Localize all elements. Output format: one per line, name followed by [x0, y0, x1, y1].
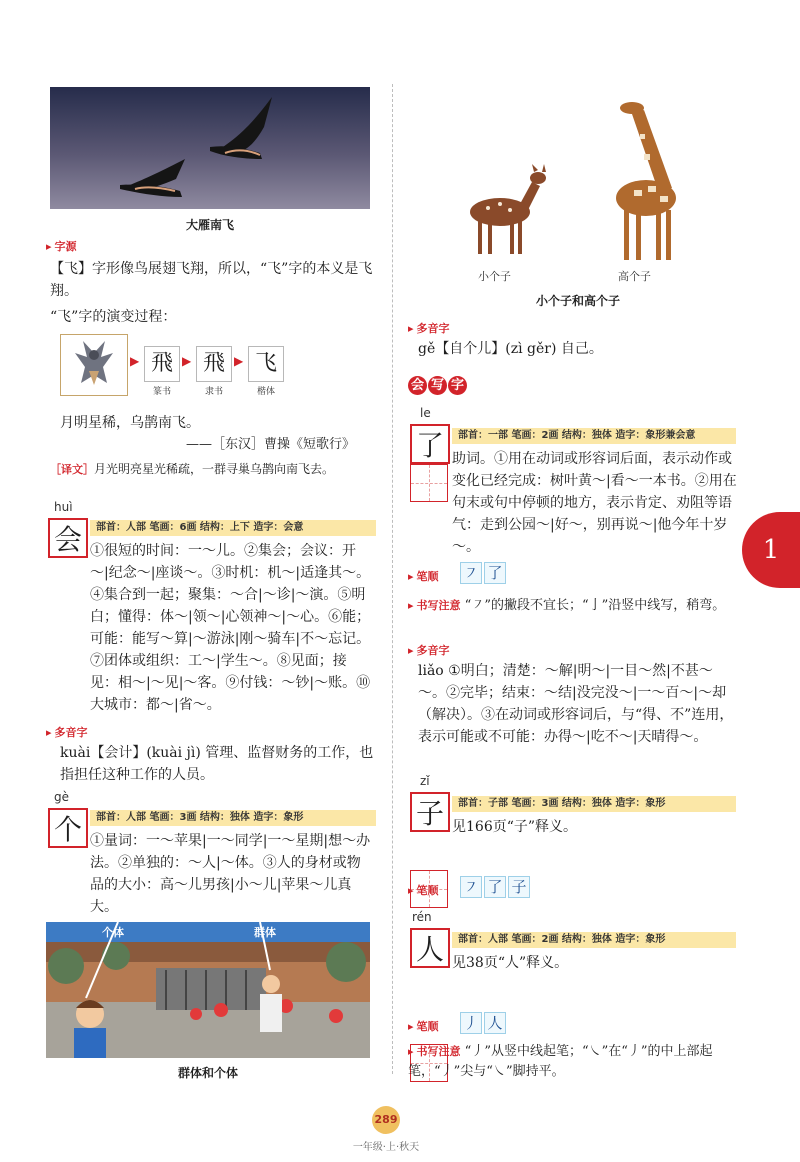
le-info: 部首：一部 笔画：2画 结构：独体 造字：象形兼会意	[452, 428, 736, 444]
ren-char-box: 人	[410, 928, 450, 968]
page-number: 289	[372, 1106, 400, 1134]
bird-image	[60, 334, 128, 396]
hui-def-text: ①很短的时间：一～儿。②集会；会议：开～|纪念～|座谈～。③时机：机～|适逢其～。④集合到一起；聚集：～合|～诊|～演。⑤明白；懂得：体～|领～|心领神～|～心。⑥能；可能：能写～算|～游泳|刚～骑车|不～忘记。⑦团体或组织：工～|学生～。⑧见面；接见：相～|～见|～客。⑨付钱：～钞|～账。⑩大城市：都～|省～。	[90, 543, 371, 713]
column-divider	[392, 84, 394, 1074]
ren-note-heading: ▸ 书写注意	[408, 1045, 461, 1058]
le-char-box: 了	[410, 424, 450, 464]
le-stroke-1: ㇇	[460, 562, 482, 584]
geese-photo	[50, 87, 370, 209]
write-title-char-2: 写	[428, 376, 447, 395]
write-title-char-3: 字	[448, 376, 467, 395]
ge-char-box: 个	[48, 808, 88, 848]
hui-duoyin-text: kuài【会计】(kuài jì) 管理、监督财务的工作，也指担任这种工作的人员。	[60, 745, 374, 783]
le-definition: 助词。①用在动词或形容词后面，表示动作或变化已经完成：树叶黄～|看～一本书。②用在句末或句中停顿的地方，表示肯定、劝阻等语气：走到公园～|好～，别再说～|他今年十岁～。	[452, 451, 737, 555]
zi-stroke-1: ㇇	[460, 876, 482, 898]
arrow-icon: ▶	[234, 354, 244, 368]
le-duoyin-text: liǎo ①明白；清楚：～解|明～|一目～然|不甚～～。②完毕；结束：～结|没完没～|一～百～|～却（解决）。③在动词或形容词后，与“得、不”连用，表示可能或不可能：办得～|吃不～|天晴得～。	[418, 663, 734, 745]
ren-definition: 见38页“人”释义。	[452, 955, 569, 971]
clerical-glyph: 飛	[196, 346, 232, 382]
photo2-caption: 群体和个体	[177, 1066, 238, 1080]
ren-stroke-2: 人	[484, 1012, 506, 1034]
write-title	[408, 374, 468, 395]
group-photo	[46, 922, 370, 1058]
zi-stroke-2: 了	[484, 876, 506, 898]
ziyuan-heading: ▸ 字源	[46, 238, 77, 254]
label-group: 群体	[254, 926, 276, 939]
regular-label: 楷体	[256, 387, 275, 397]
clerical-label: 隶书	[204, 387, 223, 397]
poem-source: ——［东汉］曹操《短歌行》	[186, 437, 356, 452]
zi-char-box: 子	[410, 792, 450, 832]
translation-text: 月光明亮星光稀疏，一群寻巢乌鹊向南飞去。	[94, 462, 335, 476]
poem-line: 月明星稀，乌鹊南飞。	[60, 415, 200, 431]
footer-grade: 一年级·上·秋天	[352, 1142, 420, 1153]
animals-caption: 小个子和高个子	[535, 294, 620, 308]
chapter-tab[interactable]: 1	[742, 512, 800, 588]
hui-pinyin: huì	[54, 500, 73, 514]
evolution-step-seal	[144, 346, 180, 397]
le-stroke-2: 了	[484, 562, 506, 584]
ren-stroke-heading: ▸ 笔顺	[408, 1018, 439, 1034]
zi-stroke-heading: ▸ 笔顺	[408, 882, 439, 898]
zi-info: 部首：子部 笔画：3画 结构：独体 造字：象形	[452, 796, 736, 812]
ge-duoyin-heading: ▸ 多音字	[408, 320, 450, 336]
seal-label: 篆书	[152, 387, 171, 397]
ren-stroke-order	[460, 1012, 508, 1034]
ren-pinyin: rén	[412, 910, 432, 924]
le-practice-grid	[410, 464, 448, 502]
zi-stroke-3: 子	[508, 876, 530, 898]
arrow-icon: ▶	[182, 354, 192, 368]
write-title-char-1: 会	[408, 376, 427, 395]
ren-info: 部首：人部 笔画：2画 结构：独体 造字：象形	[452, 932, 736, 948]
translation	[50, 460, 374, 479]
zi-stroke-order	[460, 876, 532, 898]
label-individual: 个体	[102, 926, 124, 939]
ren-note-text: “丿”从竖中线起笔；“㇏”在“丿”的中上部起笔，“丿”尖与“㇏”脚持平。	[408, 1044, 713, 1079]
le-duoyin-heading: ▸ 多音字	[408, 642, 450, 658]
hui-duoyin-heading: ▸ 多音字	[46, 724, 88, 740]
evolution-title: “飞”字的演变过程：	[50, 309, 177, 325]
regular-glyph: 飞	[248, 346, 284, 382]
arrow-icon: ▶	[130, 354, 140, 368]
seal-glyph: 飛	[144, 346, 180, 382]
ge-pinyin: gè	[54, 790, 69, 804]
evolution-step-regular	[248, 346, 284, 397]
le-stroke-order	[460, 562, 508, 584]
ge-definition: ①量词：一～苹果|一～同学|一～星期|想～办法。②单独的：～人|～体。③人的身材或物品的大小：高～儿男孩|小～儿|苹果～儿真大。	[90, 833, 371, 915]
right-column	[408, 84, 738, 1079]
ziyuan-text: 【飞】字形像鸟展翅飞翔，所以，“飞”字的本义是飞翔。	[50, 261, 373, 299]
hui-info: 部首：人部 笔画：6画 结构：上下 造字：会意	[90, 520, 376, 536]
animals-illustration	[448, 94, 708, 264]
le-stroke-heading: ▸ 笔顺	[408, 568, 439, 584]
translation-tag: ［译文］	[50, 463, 94, 476]
ge-duoyin-text: gě【自个儿】(zì gěr) 自己。	[418, 341, 603, 357]
photo1-caption: 大雁南飞	[185, 218, 234, 232]
hui-char-box: 会	[48, 518, 88, 558]
ren-note	[408, 1042, 738, 1082]
hui-definition	[90, 540, 374, 716]
le-note-heading: ▸ 书写注意	[408, 599, 461, 612]
ge-info: 部首：人部 笔画：3画 结构：独体 造字：象形	[90, 810, 376, 826]
zi-definition: 见166页“子”释义。	[452, 819, 578, 835]
le-pinyin: le	[420, 406, 431, 420]
ren-stroke-1: 丿	[460, 1012, 482, 1034]
zi-pinyin: zǐ	[420, 774, 430, 788]
le-note-text: “㇇”的撇段不宜长；“亅”沿竖中线写，稍弯。	[464, 598, 726, 613]
le-note	[408, 596, 738, 616]
evolution-step-clerical	[196, 346, 232, 397]
label-tall: 高个子	[618, 270, 651, 283]
label-small: 小个子	[478, 270, 511, 283]
